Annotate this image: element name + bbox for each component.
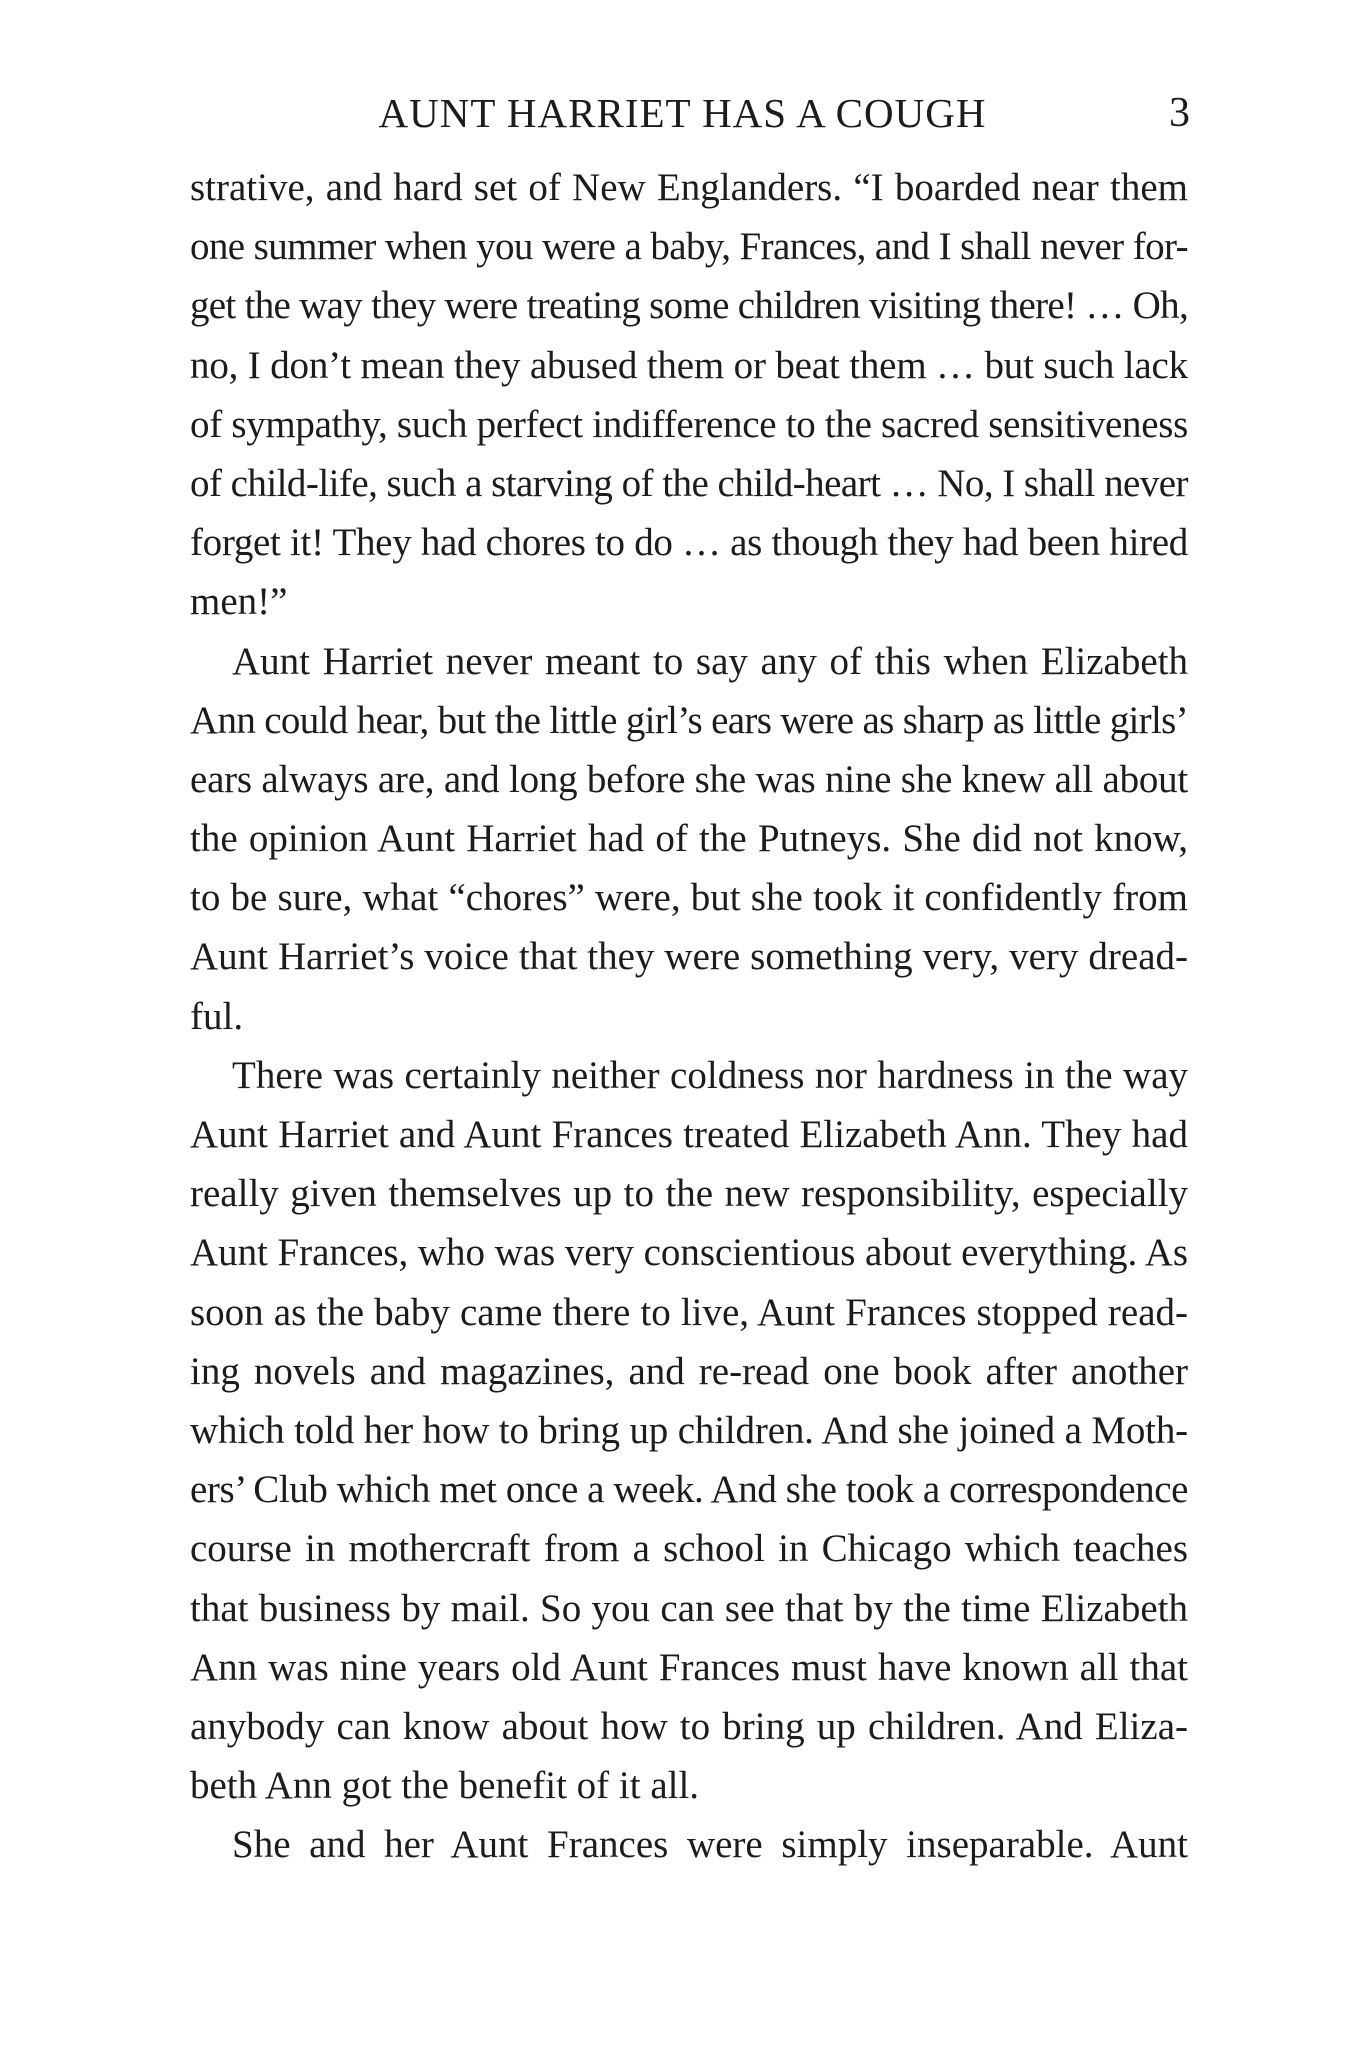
text-line: beth Ann got the benefit of it all. <box>190 1764 700 1808</box>
text-line: course in mothercraft from a school in Chicago which teaches <box>190 1527 1188 1571</box>
text-line: Ann was nine years old Aunt Frances must have known all that <box>190 1645 1188 1689</box>
text-line: the opinion Aunt Harriet had of the Putneys. She did not know, <box>190 817 1188 861</box>
running-header <box>0 88 1365 138</box>
text-line: men!” <box>190 580 288 624</box>
body-text <box>190 158 1188 1874</box>
text-line: of sympathy, such perfect indifference to the sacred sensitiveness <box>190 402 1188 446</box>
text-line: Ann could hear, but the little girl’s ears were as sharp as little girls’ <box>190 698 1188 742</box>
text-line: really given themselves up to the new responsibility, especially <box>190 1172 1188 1216</box>
text-line: to be sure, what “chores” were, but she took it confidently from <box>190 876 1188 920</box>
text-line: Aunt Frances, who was very conscientious about everything. As <box>190 1231 1188 1275</box>
running-title: AUNT HARRIET HAS A COUGH <box>378 90 987 136</box>
text-line: get the way they were treating some children visiting there! … Oh, <box>190 284 1188 328</box>
text-line: ears always are, and long before she was nine she knew all about <box>190 757 1188 801</box>
paragraph <box>190 158 1188 632</box>
text-line: ing novels and magazines, and re-read one book after another <box>190 1349 1188 1393</box>
text-line: no, I don’t mean they abused them or beat them … but such lack <box>190 343 1188 387</box>
text-line: Aunt Harriet’s voice that they were something very, very dread- <box>190 935 1188 979</box>
page-number: 3 <box>1169 90 1190 136</box>
text-line: Aunt Harriet never meant to say any of this when Elizabeth <box>232 639 1188 683</box>
paragraph <box>190 1815 1188 1874</box>
text-line: Aunt Harriet and Aunt Frances treated Elizabeth Ann. They had <box>190 1113 1188 1156</box>
text-line: of child-life, such a starving of the child-heart … No, I shall never <box>190 461 1189 505</box>
text-line: soon as the baby came there to live, Aunt Frances stopped read- <box>190 1290 1188 1334</box>
text-line: ers’ Club which met once a week. And she took a correspondence <box>190 1468 1188 1512</box>
text-line: She and her Aunt Frances were simply inseparable. Aunt <box>232 1823 1188 1867</box>
text-line: forget it! They had chores to do … as though they had been hired <box>190 521 1188 565</box>
text-line: anybody can know about how to bring up children. And Eliza- <box>190 1704 1188 1748</box>
text-line: strative, and hard set of New Englanders. “I boarded near them <box>190 166 1188 209</box>
text-line: which told her how to bring up children. And she joined a Moth- <box>190 1408 1188 1452</box>
text-line: There was certainly neither coldness nor hardness in the way <box>232 1053 1188 1097</box>
text-line: that business by mail. So you can see that by the time Elizabeth <box>190 1586 1188 1630</box>
paragraph <box>190 632 1188 1046</box>
text-line: ful. <box>190 994 244 1038</box>
paragraph <box>190 1046 1188 1815</box>
text-line: one summer when you were a baby, Frances, and I shall never for- <box>190 225 1188 269</box>
